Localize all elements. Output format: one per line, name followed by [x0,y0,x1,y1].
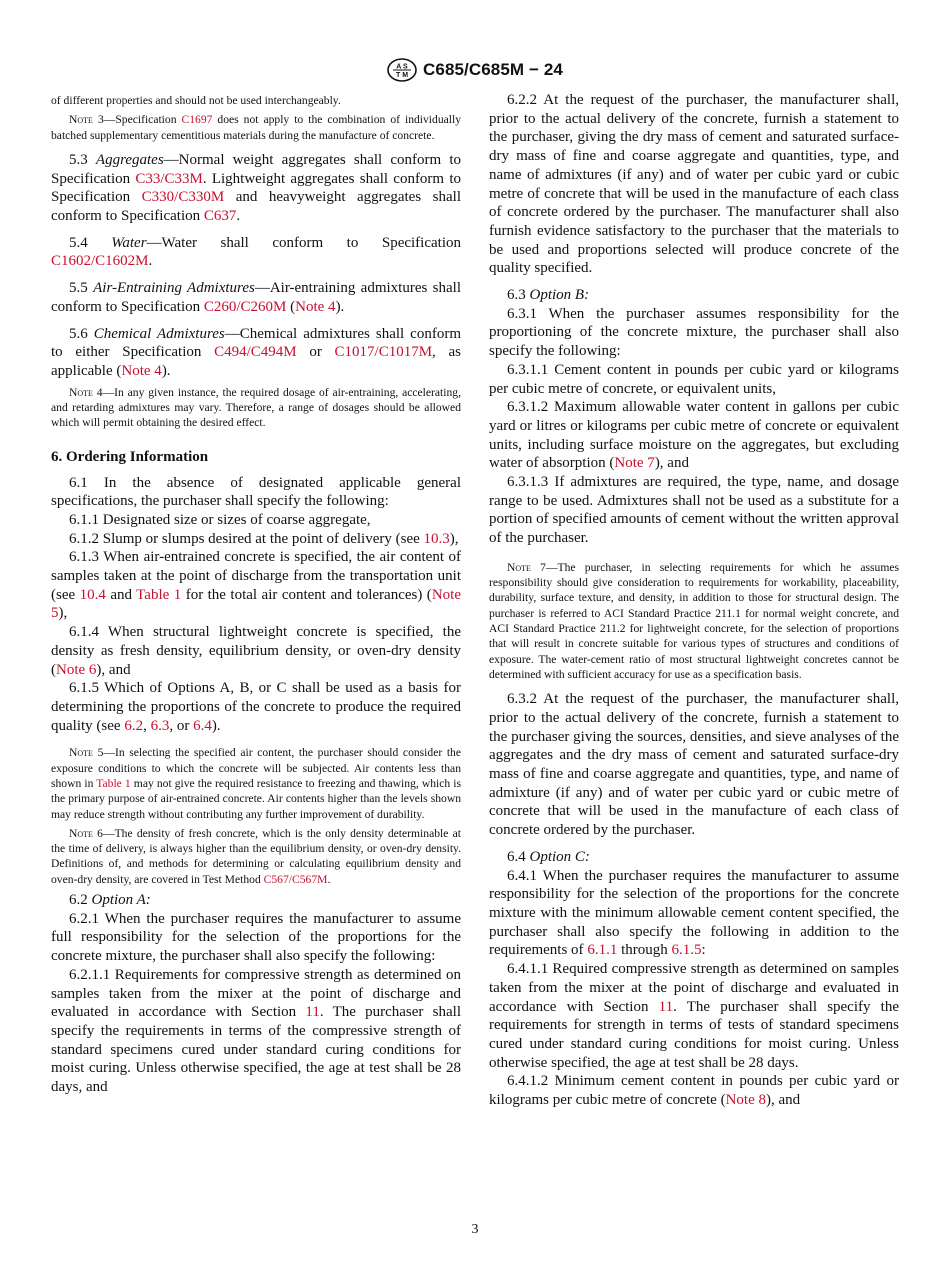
link-section-11[interactable]: 11 [658,998,674,1015]
paragraph-continuation: of different properties and should not be used interchangeably. [51,94,341,107]
link-6-3[interactable]: 6.3 [150,717,170,734]
right-column [489,91,899,1110]
link-c567[interactable]: C567/C567M [263,872,328,886]
section-6-1-3: 6.1.3 When air-entrained concrete is specified, the air content of samples taken at the point of discharge from the transportation unit (see 10.4 and Table 1 for the total air content and tolerances) (Note 5), [51,549,461,622]
link-c494[interactable]: C494/C494M [214,344,297,361]
link-note-4[interactable]: Note 4 [121,362,162,379]
section-5-3: 5.3 Aggregates—Normal weight aggregates shall conform to Specification C33/C33M. Lightweight aggregates shall conform to Specification C330/C330M and heavyweight aggregates shall conform to Specification C637. [51,151,462,224]
svg-text:T M: T M [395,72,409,79]
link-section-11[interactable]: 11 [305,1004,320,1021]
astm-logo-icon [387,58,417,82]
note-5: Note 5—In selecting the specified air content, the purchaser should consider the exposure conditions to which the concrete will be subjected. Air contents less than shown in Table 1 may not give the required resistance to freezing and thawing, which is the primary purpose of air-entrained concrete. Air contents higher than the levels shown may reduce strength without contributing any further improvement of durability. [51,746,461,821]
note-3: Note 3—Specification C1697 does not apply to the combination of individually batched supplementary cementitious materials during the manufacture of concrete. [51,113,462,142]
section-6-4-1-2: 6.4.1.2 Minimum cement content in pounds per cubic yard or kilograms per cubic metre of concrete (Note 8), and [489,1073,899,1109]
link-note-4[interactable]: Note 4 [295,298,336,315]
section-6-2-1: 6.2.1 When the purchaser requires the manufacturer to assume full responsibility for the selection of the proportions for the concrete mixture, the purchaser shall also specify the following: [51,910,461,965]
section-6-4-1: 6.4.1 When the purchaser requires the manufacturer to assume responsibility for the selection of the proportions for the concrete mixture with the minimum allowable cement content specified, the purchaser shall also specify the following in addition to the requirements of 6.1.1 through 6.1.5: [489,867,899,959]
section-6-3-1-2: 6.3.1.2 Maximum allowable water content in gallons per cubic yard or litres or kilograms per cubic metre of concrete or equivalent units, including surface moisture on the aggregates, but excluding water of absorption (Note 7), and [489,399,899,472]
link-6-4[interactable]: 6.4 [193,717,212,734]
link-note-8[interactable]: Note 8 [725,1092,766,1109]
section-6-2-1-1: 6.2.1.1 Requirements for compressive strength as determined on samples taken from the mixer at the point of discharge and evaluated in accordance with Section 11. The purchaser shall specify the requirements in terms of the compressive strength of standard specimens cured under standard curing conditions for moist curing. Unless otherwise specified, the age at test shall be 28 days, and [51,966,461,1096]
link-c260[interactable]: C260/C260M [203,298,287,315]
document-designation: C685/C685M − 24 [423,60,563,79]
section-6-1: 6.1 In the absence of designated applicable general specifications, the purchaser shall specify the following: [51,474,461,510]
section-6-3-2: 6.3.2 At the request of the purchaser, the manufacturer shall, prior to the actual delivery of the concrete, furnish a statement to the purchaser giving the sources, densities, and sieve analyses of the aggregates and the dry mass of cement and saturated surface-dry mass of fine and coarse aggregate and quantities, type, and name of admixture (if any) and of water per cubic yard or cubic metre of concrete that will be used in the manufacture of each class of concrete ordered by the purchaser. [489,691,899,839]
link-6-1-5[interactable]: 6.1.5 [671,942,702,959]
link-note-5[interactable]: Note 5 [51,586,461,622]
section-5-5: 5.5 Air-Entraining Admixtures—Air-entraining admixtures shall conform to Specification C260/C260M (Note 4). [51,280,462,315]
link-c1697[interactable]: C1697 [181,113,213,127]
link-c1017[interactable]: C1017/C1017M [334,344,433,361]
section-6-3-1-1: 6.3.1.1 Cement content in pounds per cubic yard or kilograms per cubic metre of concrete, or equivalent units, [489,361,899,397]
section-6-3-1-3: 6.3.1.3 If admixtures are required, the type, name, and dosage range to be used. Admixtures shall not be used as a substitute for a portion of specified amounts of cement without the written approval of the purchaser. [489,474,899,547]
section-5-6: 5.6 Chemical Admixtures—Chemical admixtures shall conform to either Specification C494/C494M or C1017/C1017M, as applicable (Note 4). [51,325,462,379]
section-6-2: 6.2 Option A: [69,892,151,909]
link-6-2[interactable]: 6.2 [124,717,144,734]
link-6-1-1[interactable]: 6.1.1 [587,942,618,959]
page-header [0,58,950,82]
section-6-1-4: 6.1.4 When structural lightweight concrete is specified, the density as fresh density, equilibrium density, or oven-dry density (Note 6), and [51,624,461,678]
link-table-1[interactable]: Table 1 [96,776,131,790]
section-6-3-1: 6.3.1 When the purchaser assumes responsibility for the proportioning of the concrete mixture, the purchaser shall also specify the following: [489,305,899,360]
svg-text:A S: A S [396,63,408,71]
note-4: Note 4—In any given instance, the required dosage of air-entraining, accelerating, and retarding admixtures may vary. Therefore, a range of dosages should be allowed which will permit obtaining the desired effect. [51,385,461,430]
link-table-1[interactable]: Table 1 [136,586,182,603]
section-6-1-5: 6.1.5 Which of Options A, B, or C shall be used as a basis for determining the proportions of the concrete to produce the required quality (see 6.2, 6.3, or 6.4). [51,680,461,734]
link-c1602[interactable]: C1602/C1602M [51,253,149,270]
section-heading-6: 6. Ordering Information [51,448,209,465]
link-c637[interactable]: C637 [203,208,237,224]
left-column [51,91,461,1097]
section-6-1-2: 6.1.2 Slump or slumps desired at the point of delivery (see 10.3), [69,530,459,547]
page-number: 3 [471,1222,479,1237]
note-6: Note 6—The density of fresh concrete, which is the only density determinable at the time of delivery, is always higher than the equilibrium density, or oven-dry density. Definitions of, and methods for determining or calculating equilibrium density and oven-dry density, are covered in Test Method C567/C567M. [51,826,461,886]
link-note-7[interactable]: Note 7 [614,455,655,472]
section-5-4: 5.4 Water—Water shall conform to Specification C1602/C1602M. [51,234,461,270]
section-6-4: 6.4 Option C: [507,848,590,865]
section-6-1-1: 6.1.1 Designated size or sizes of coarse aggregate, [69,511,371,528]
section-6-3: 6.3 Option B: [507,287,590,304]
link-c33[interactable]: C33/C33M [135,170,203,187]
note-7: Note 7—The purchaser, in selecting requirements for which he assumes responsibility should give consideration to requirements for workability, placeability, durability, surface texture, and density, in addition to those for structural design. The purchaser is referred to ACI Standard Practice 211.1 for normal weight concrete, and ACI Standard Practice 211.2 for lightweight concrete, for the selection of proportions that will result in concrete suitable for various types of structures and conditions of exposure. The water-cement ratio of most structural lightweight concretes cannot be determined with sufficient accuracy for use as a specification basis. [489,560,899,681]
link-10-3[interactable]: 10.3 [423,530,450,547]
section-6-2-2: 6.2.2 At the request of the purchaser, the manufacturer shall, prior to the actual delivery of the concrete, furnish a statement to the purchaser, giving the dry mass of cement and saturated surface-dry mass of fine and coarse aggregate and quantities, type, and name of admixtures (if any) and of water per cubic yard or cubic metre of concrete that will be used in the manufacture of each class of concrete ordered by the purchaser. The manufacturer shall also furnish evidence satisfactory to the purchaser that the materials to be used and proportions selected will produce concrete of the quality specified. [489,92,899,277]
section-6-4-1-1: 6.4.1.1 Required compressive strength as determined on samples taken from the mixer at the point of discharge and evaluated in accordance with Section 11. The purchaser shall specify the requirements for strength in terms of tests of standard specimens cured under standard curing conditions for moist curing. Unless otherwise specified, the age at test shall be 28 days. [489,961,899,1071]
link-note-6[interactable]: Note 6 [56,661,97,678]
link-c330[interactable]: C330/C330M [141,189,225,206]
link-10-4[interactable]: 10.4 [79,586,106,603]
